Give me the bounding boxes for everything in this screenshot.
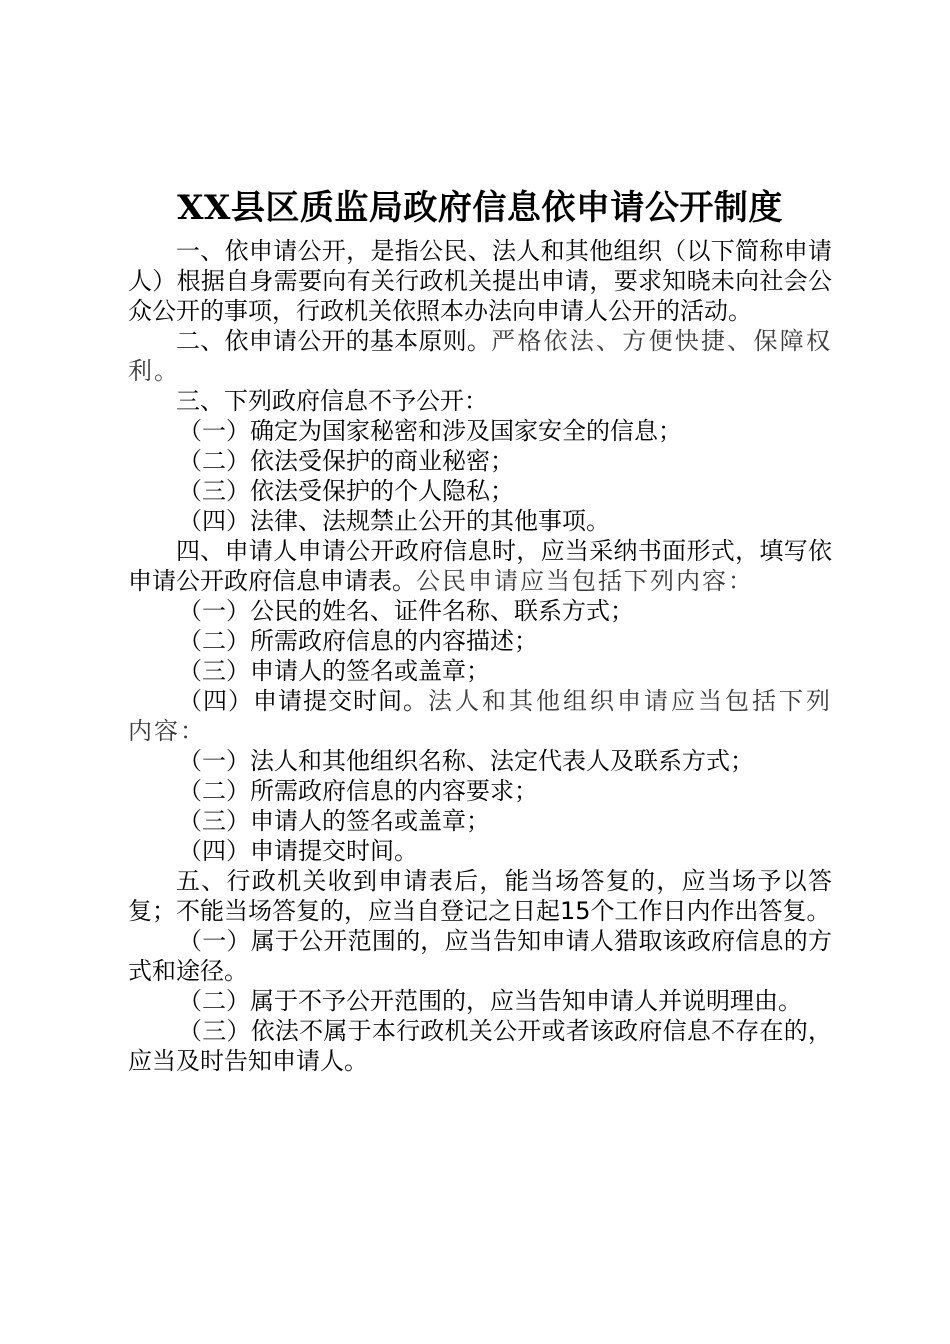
paragraph-2 [128, 326, 832, 386]
list-item [128, 986, 832, 1016]
paragraph-1 [128, 236, 832, 326]
paragraph-4 [128, 536, 832, 596]
paragraph-text: （一）属于公开范围的，应当告知申请人猎取该政府信息的方式和途径。 [128, 927, 832, 985]
paragraph-3 [128, 386, 832, 416]
paragraph-text: （三）依法受保护的个人隐私； [178, 477, 514, 505]
paragraph-text: （四）法律、法规禁止公开的其他事项。 [178, 507, 610, 535]
paragraph-text: （三）依法不属于本行政机关公开或者该政府信息不存在的，应当及时告知申请人。 [128, 1017, 832, 1075]
paragraph-text: （二）依法受保护的商业秘密； [178, 447, 514, 475]
paragraph-5 [128, 866, 832, 926]
list-item [128, 626, 832, 656]
list-item [128, 686, 832, 746]
paragraph-text: 四、申请人申请公开政府信息时，应当采纳书面形式，填写依申请公开政府信息申请表。 [128, 537, 832, 595]
paragraph-text: （三）申请人的签名或盖章； [178, 657, 490, 685]
paragraph-text: 五、行政机关收到申请表后，能当场答复的，应当场予以答复；不能当场答复的，应当自登记之日起15个工作日内作出答复。 [128, 867, 832, 925]
list-item [128, 926, 832, 986]
paragraph-text: 二、依申请公开的基本原则。 [176, 327, 492, 355]
paragraph-extra-text: 法人和其他组织申请应当包括下列内容： [128, 687, 832, 745]
document-page [128, 186, 832, 1076]
list-item [128, 656, 832, 686]
paragraph-text: 一、依申请公开，是指公民、法人和其他组织（以下简称申请人）根据自身需要向有关行政机关提出申请，要求知晓未向社会公众公开的事项，行政机关依照本办法向申请人公开的活动。 [128, 237, 832, 325]
list-item [128, 416, 832, 446]
list-item [128, 746, 832, 776]
paragraph-text: 三、下列政府信息不予公开： [176, 387, 488, 415]
paragraph-text: （一）公民的姓名、证件名称、联系方式； [178, 597, 634, 625]
list-item [128, 596, 832, 626]
list-item [128, 806, 832, 836]
paragraph-text: （二）所需政府信息的内容描述； [178, 627, 538, 655]
paragraph-extra-text: 严格依法、方便快捷、保障权利。 [128, 327, 833, 385]
list-item [128, 446, 832, 476]
list-item [128, 1016, 832, 1076]
paragraph-text: （一）确定为国家秘密和涉及国家安全的信息； [178, 417, 682, 445]
paragraph-text: （三）申请人的签名或盖章； [178, 807, 490, 835]
list-item [128, 476, 832, 506]
document-title: XX县区质监局政府信息依申请公开制度 [177, 188, 783, 228]
list-item [128, 506, 832, 536]
paragraph-text: （一）法人和其他组织名称、法定代表人及联系方式； [178, 747, 754, 775]
list-item [128, 776, 832, 806]
paragraph-text: （二）所需政府信息的内容要求； [178, 777, 538, 805]
paragraph-text: （四）申请提交时间。 [178, 687, 428, 715]
list-item [128, 836, 832, 866]
paragraph-text: （四）申请提交时间。 [178, 837, 418, 865]
paragraph-text: （二）属于不予公开范围的，应当告知申请人并说明理由。 [178, 987, 802, 1015]
paragraph-extra-text: 公民申请应当包括下列内容： [416, 567, 754, 595]
